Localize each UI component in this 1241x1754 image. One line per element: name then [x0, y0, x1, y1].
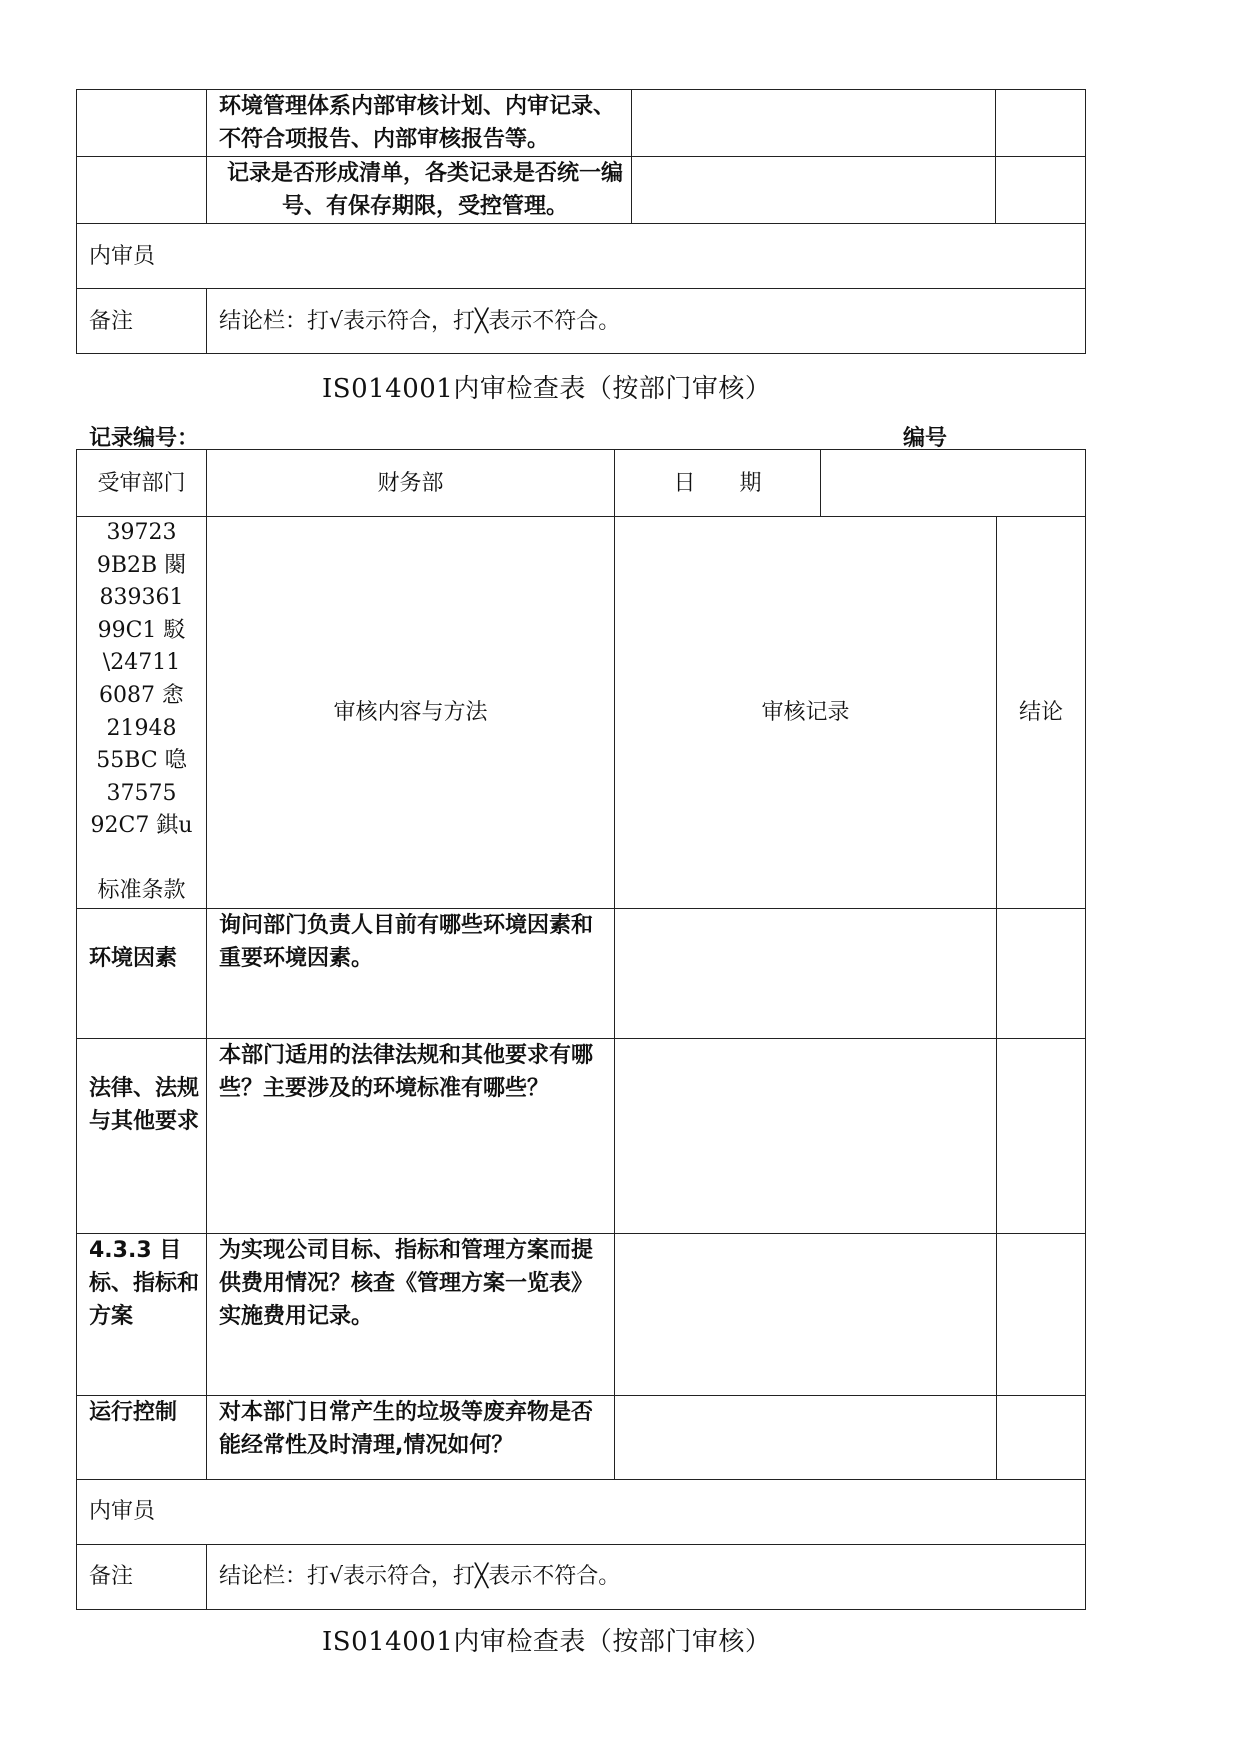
clause-code-line: 99C1 駁: [97, 617, 186, 643]
clause-code-line: 37575: [106, 780, 177, 806]
clause-code-line: 55BC 喼: [96, 748, 187, 774]
conclusion-cell[interactable]: [996, 157, 1086, 224]
dept-value: 财务部: [207, 450, 615, 517]
main-checklist-table: [76, 449, 1086, 1610]
clause-cell: 运行控制: [77, 1395, 207, 1479]
conclusion-cell[interactable]: [997, 1395, 1086, 1479]
clause-cell: 法律、法规与其他要求: [77, 1038, 207, 1233]
audit-content-cell: 记录是否形成清单，各类记录是否统一编号、有保存期限，受控管理。: [207, 157, 632, 224]
conclusion-cell[interactable]: [997, 1233, 1086, 1395]
conclusion-header: 结论: [997, 517, 1086, 909]
clause-code-line: 9B2B 闋: [96, 552, 187, 578]
remark-text: 结论栏：打√表示符合，打╳表示不符合。: [207, 1544, 1086, 1609]
audit-content-cell: 本部门适用的法律法规和其他要求有哪些？主要涉及的环境标准有哪些？: [207, 1038, 615, 1233]
audit-record-cell[interactable]: [615, 1233, 997, 1395]
top-checklist-table: [76, 89, 1086, 354]
clause-code-line: 92C7 錤u: [90, 813, 193, 839]
record-number-label: 记录编号：: [89, 426, 200, 451]
number-label: 编号: [903, 426, 948, 451]
date-value[interactable]: [821, 450, 1086, 517]
clause-cell: 环境因素: [77, 908, 207, 1038]
audit-content-cell: 环境管理体系内部审核计划、内审记录、不符合项报告、内部审核报告等。: [207, 90, 632, 157]
date-label: 日 期: [615, 450, 821, 517]
audit-record-header: 审核记录: [615, 517, 997, 909]
clause-code-line: 21948: [106, 715, 177, 741]
auditor-label: 内审员: [77, 1479, 1086, 1544]
audit-content-cell: 为实现公司目标、指标和管理方案而提供费用情况？核查《管理方案一览表》实施费用记录。: [207, 1233, 615, 1395]
conclusion-cell[interactable]: [997, 1038, 1086, 1233]
audit-record-cell[interactable]: [615, 1038, 997, 1233]
clause-code-line: 39723: [106, 520, 177, 545]
conclusion-cell[interactable]: [997, 908, 1086, 1038]
clause-code-line: \24711: [102, 650, 181, 676]
clause-code-line: 839361: [99, 585, 184, 611]
standard-clause-header: [77, 517, 207, 909]
audit-record-cell[interactable]: [632, 90, 996, 157]
conclusion-cell[interactable]: [996, 90, 1086, 157]
remark-label: 备注: [77, 289, 207, 354]
audit-content-cell: 对本部门日常产生的垃圾等废弃物是否能经常性及时清理,情况如何？: [207, 1395, 615, 1479]
clause-code-line: 6087 悆: [99, 682, 184, 708]
remark-text: 结论栏：打√表示符合，打╳表示不符合。: [207, 289, 1086, 354]
auditor-label: 内审员: [77, 224, 1086, 289]
remark-label: 备注: [77, 1544, 207, 1609]
standard-clause-label: 标准条款: [97, 877, 186, 903]
dept-label: 受审部门: [77, 450, 207, 517]
clause-cell: 4.3.3 目标、指标和方案: [77, 1233, 207, 1395]
audit-record-cell[interactable]: [632, 157, 996, 224]
clause-cell: [77, 90, 207, 157]
audit-record-cell[interactable]: [615, 1395, 997, 1479]
clause-cell: [77, 157, 207, 224]
audit-content-header: 审核内容与方法: [207, 517, 615, 909]
audit-content-cell: 询问部门负责人目前有哪些环境因素和重要环境因素。: [207, 908, 615, 1038]
audit-record-cell[interactable]: [615, 908, 997, 1038]
clause-code-spacer: [77, 843, 206, 875]
form-title-next: IS014001内审检查表（按部门审核）: [322, 1627, 772, 1657]
form-title: IS014001内审检查表（按部门审核）: [322, 374, 772, 404]
